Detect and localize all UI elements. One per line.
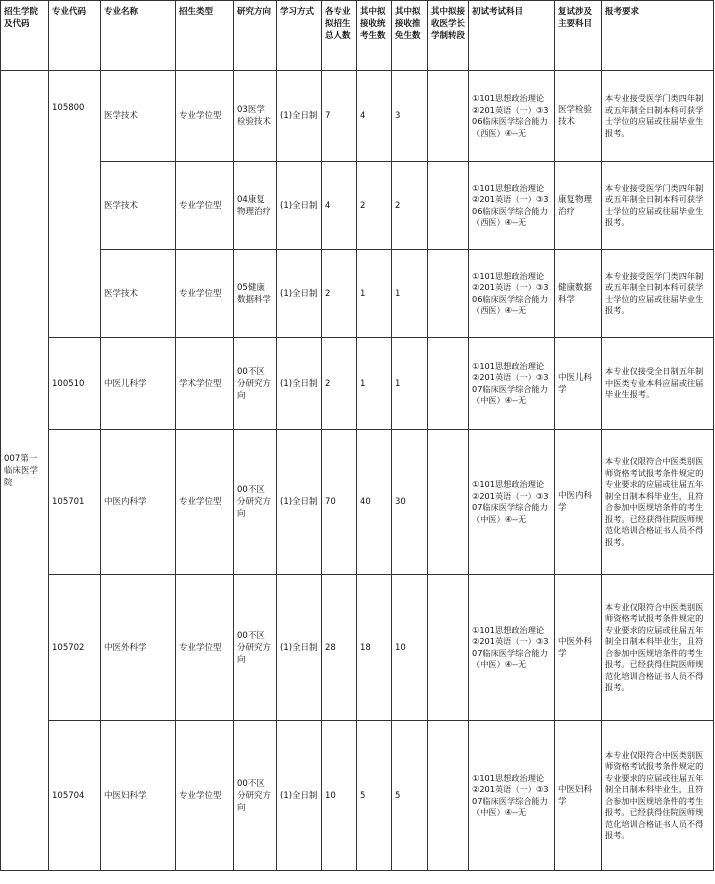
recommend-count-cell: 1: [392, 250, 428, 338]
major-name-cell: 医学技术: [101, 250, 176, 338]
transfer-count-cell: [428, 250, 469, 338]
direction-cell: 00不区分研究方向: [234, 338, 277, 430]
direction-cell: 04康复物理治疗: [234, 162, 277, 250]
header-row: [1, 1, 714, 71]
exam-count-cell: 1: [357, 250, 392, 338]
header-subjects: 初试考试科目: [469, 1, 555, 71]
retest-cell: 康复物理治疗: [555, 162, 602, 250]
major-name-cell: 中医妇科学: [101, 721, 176, 871]
enroll-type-cell: 专业学位型: [176, 430, 234, 575]
header-transfer-count: 其中拟接收医学长学制转段: [428, 1, 469, 71]
study-mode-cell: (1)全日制: [277, 721, 322, 871]
header-exam-count: 其中拟接收统考生数: [357, 1, 392, 71]
transfer-count-cell: [428, 721, 469, 871]
direction-cell: 03医学检验技术: [234, 71, 277, 162]
total-cell: 70: [322, 430, 357, 575]
recommend-count-cell: 2: [392, 162, 428, 250]
header-retest: 复试涉及主要科目: [555, 1, 602, 71]
subjects-cell: ①101思想政治理论②201英语（一）③307临床医学综合能力（中医）④--无: [469, 338, 555, 430]
major-name-cell: 中医外科学: [101, 575, 176, 721]
enroll-type-cell: 专业学位型: [176, 71, 234, 162]
major-code-cell: 105800: [49, 71, 101, 338]
direction-cell: 00不区分研究方向: [234, 721, 277, 871]
major-code-cell: 100510: [49, 338, 101, 430]
requirements-cell: 本专业仅限符合中医类别医师资格考试报考条件规定的专业要求的应届或往届五年制全日制本科毕业生，且符合参加中医规培条件的考生报考。已经获得住院医师规范化培训合格证书人员不得报考。: [602, 575, 714, 721]
major-code-cell: 105701: [49, 430, 101, 575]
subjects-cell: ①101思想政治理论②201英语（一）③307临床医学综合能力（中医）④--无: [469, 575, 555, 721]
transfer-count-cell: [428, 575, 469, 721]
enroll-type-cell: 学术学位型: [176, 338, 234, 430]
total-cell: 4: [322, 162, 357, 250]
table-row: [1, 71, 714, 162]
recommend-count-cell: 10: [392, 575, 428, 721]
direction-cell: 00不区分研究方向: [234, 430, 277, 575]
header-direction: 研究方向: [234, 1, 277, 71]
major-name-cell: 医学技术: [101, 162, 176, 250]
direction-cell: 05健康数据科学: [234, 250, 277, 338]
recommend-count-cell: 5: [392, 721, 428, 871]
enroll-type-cell: 专业学位型: [176, 721, 234, 871]
table-row: [1, 338, 714, 430]
retest-cell: 中医内科学: [555, 430, 602, 575]
table-row: [1, 162, 714, 250]
requirements-cell: 本专业接受医学门类四年制或五年制全日制本科可获学士学位的应届或往届毕业生报考。: [602, 162, 714, 250]
major-code-cell: 105704: [49, 721, 101, 871]
subjects-cell: ①101思想政治理论②201英语（一）③306临床医学综合能力（西医）④--无: [469, 250, 555, 338]
transfer-count-cell: [428, 162, 469, 250]
retest-cell: 中医儿科学: [555, 338, 602, 430]
study-mode-cell: (1)全日制: [277, 71, 322, 162]
exam-count-cell: 5: [357, 721, 392, 871]
total-cell: 7: [322, 71, 357, 162]
retest-cell: 中医外科学: [555, 575, 602, 721]
total-cell: 2: [322, 338, 357, 430]
requirements-cell: 本专业仅限符合中医类别医师资格考试报考条件规定的专业要求的应届或往届五年制全日制本科毕业生，且符合参加中医规培条件的考生报考。已经获得住院医师规范化培训合格证书人员不得报考。: [602, 721, 714, 871]
requirements-cell: 本专业接受医学门类四年制或五年制全日制本科可获学士学位的应届或往届毕业生报考。: [602, 71, 714, 162]
exam-count-cell: 18: [357, 575, 392, 721]
recommend-count-cell: 30: [392, 430, 428, 575]
header-major-name: 专业名称: [101, 1, 176, 71]
table-row: [1, 721, 714, 871]
total-cell: 2: [322, 250, 357, 338]
recommend-count-cell: 1: [392, 338, 428, 430]
major-code-cell: 105702: [49, 575, 101, 721]
major-name-cell: 中医内科学: [101, 430, 176, 575]
direction-cell: 00不区分研究方向: [234, 575, 277, 721]
study-mode-cell: (1)全日制: [277, 162, 322, 250]
requirements-cell: 本专业接受医学门类四年制或五年制全日制本科可获学士学位的应届或往届毕业生报考。: [602, 250, 714, 338]
exam-count-cell: 2: [357, 162, 392, 250]
subjects-cell: ①101思想政治理论②201英语（一）③306临床医学综合能力（西医）④--无: [469, 162, 555, 250]
header-study-mode: 学习方式: [277, 1, 322, 71]
header-recommend-count: 其中拟接收推免生数: [392, 1, 428, 71]
exam-count-cell: 4: [357, 71, 392, 162]
transfer-count-cell: [428, 338, 469, 430]
transfer-count-cell: [428, 71, 469, 162]
requirements-cell: 本专业仅限符合中医类别医师资格考试报考条件规定的专业要求的应届或往届五年制全日制本科毕业生，且符合参加中医规培条件的考生报考。已经获得住院医师规范化培训合格证书人员不得报考。: [602, 430, 714, 575]
header-total: 各专业拟招生总人数: [322, 1, 357, 71]
recommend-count-cell: 3: [392, 71, 428, 162]
retest-cell: 中医妇科学: [555, 721, 602, 871]
table-row: [1, 250, 714, 338]
table-row: [1, 575, 714, 721]
major-name-cell: 中医儿科学: [101, 338, 176, 430]
college-cell: 007第一临床医学院: [1, 71, 49, 871]
enroll-type-cell: 专业学位型: [176, 162, 234, 250]
retest-cell: 医学检验技术: [555, 71, 602, 162]
header-major-code: 专业代码: [49, 1, 101, 71]
total-cell: 10: [322, 721, 357, 871]
exam-count-cell: 1: [357, 338, 392, 430]
subjects-cell: ①101思想政治理论②201英语（一）③307临床医学综合能力（中医）④--无: [469, 430, 555, 575]
study-mode-cell: (1)全日制: [277, 338, 322, 430]
enroll-type-cell: 专业学位型: [176, 575, 234, 721]
subjects-cell: ①101思想政治理论②201英语（一）③307临床医学综合能力（中医）④--无: [469, 721, 555, 871]
study-mode-cell: (1)全日制: [277, 250, 322, 338]
study-mode-cell: (1)全日制: [277, 575, 322, 721]
subjects-cell: ①101思想政治理论②201英语（一）③306临床医学综合能力（西医）④--无: [469, 71, 555, 162]
retest-cell: 健康数据科学: [555, 250, 602, 338]
study-mode-cell: (1)全日制: [277, 430, 322, 575]
enroll-type-cell: 专业学位型: [176, 250, 234, 338]
table-row: [1, 430, 714, 575]
header-requirements: 报考要求: [602, 1, 714, 71]
header-college: 招生学院及代码: [1, 1, 49, 71]
total-cell: 28: [322, 575, 357, 721]
major-name-cell: 医学技术: [101, 71, 176, 162]
requirements-cell: 本专业仅接受全日制五年制中医类专业本科应届或往届毕业生报考。: [602, 338, 714, 430]
header-enroll-type: 招生类型: [176, 1, 234, 71]
exam-count-cell: 40: [357, 430, 392, 575]
transfer-count-cell: [428, 430, 469, 575]
